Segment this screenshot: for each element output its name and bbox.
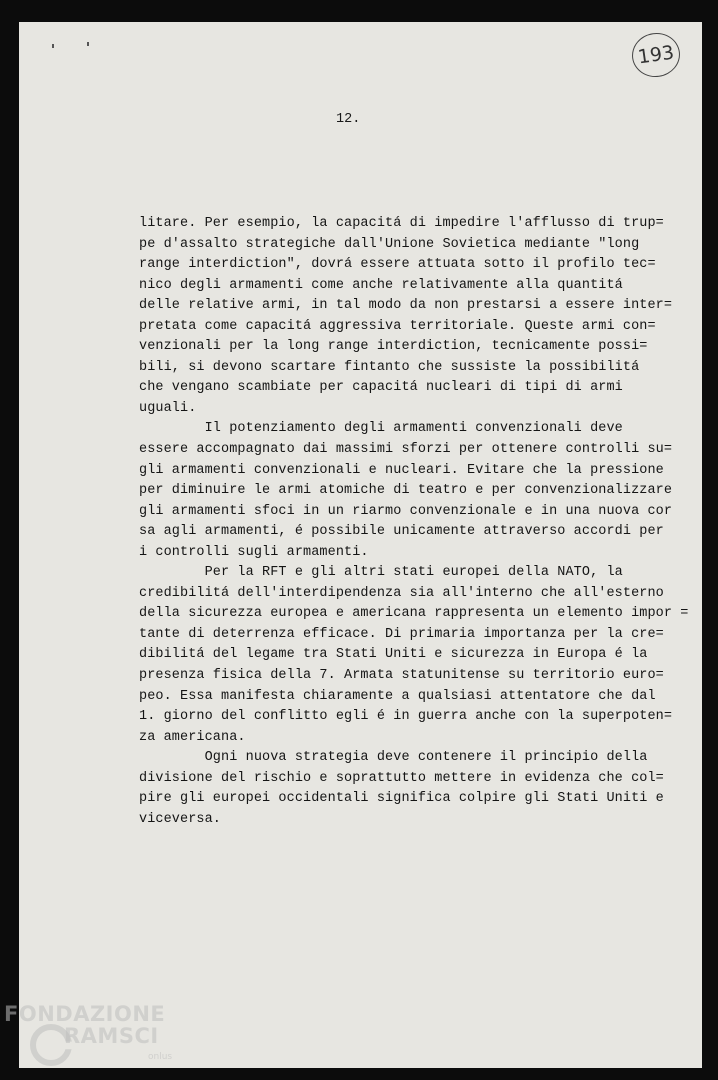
typewritten-body — [139, 214, 699, 830]
text-line: pire gli europei occidentali significa colpire gli Stati Uniti e — [139, 791, 664, 807]
text-line: nico degli armamenti come anche relativamente alla quantitá — [139, 277, 623, 293]
document-page — [19, 22, 702, 1068]
text-line: presenza fisica della 7. Armata statunitense su territorio euro= — [139, 668, 664, 684]
text-line: Per la RFT e gli altri stati europei della NATO, la — [139, 565, 623, 581]
text-line: gli armamenti convenzionali e nucleari. Evitare che la pressione — [139, 462, 664, 478]
archive-page-stamp: 193 — [629, 30, 683, 80]
text-line: bili, si devono scartare fintanto che sussiste la possibilitá — [139, 359, 640, 375]
text-line: viceversa. — [139, 811, 222, 827]
text-line: Ogni nuova strategia deve contenere il principio della — [139, 750, 648, 766]
watermark-line2: RAMSCI — [64, 1024, 159, 1048]
text-line: divisione del rischio e soprattutto mettere in evidenza che col= — [139, 770, 664, 786]
watermark-line3: onlus — [148, 1052, 173, 1062]
watermark-line1: FONDAZIONE — [4, 1002, 166, 1026]
text-line: uguali. — [139, 400, 197, 416]
text-line: pretata come capacitá aggressiva territoriale. Queste armi con= — [139, 318, 656, 334]
text-line: essere accompagnato dai massimi sforzi per ottenere controlli su= — [139, 442, 673, 458]
text-line: delle relative armi, in tal modo da non prestarsi a essere inter= — [139, 298, 673, 314]
text-line: dibilitá del legame tra Stati Uniti e sicurezza in Europa é la — [139, 647, 648, 663]
text-line: Il potenziamento degli armamenti convenzionali deve — [139, 421, 623, 437]
scan-mark — [52, 44, 54, 48]
scan-mark — [87, 42, 89, 46]
text-line: tante di deterrenza efficace. Di primaria importanza per la cre= — [139, 626, 664, 642]
text-line: della sicurezza europea e americana rappresenta un elemento impor = — [139, 606, 689, 622]
text-line: per diminuire le armi atomiche di teatro e per convenzionalizzare — [139, 483, 673, 499]
text-line: pe d'assalto strategiche dall'Unione Sovietica mediante "long — [139, 236, 640, 252]
text-line: i controlli sugli armamenti. — [139, 544, 369, 560]
text-line: 1. giorno del conflitto egli é in guerra anche con la superpoten= — [139, 709, 673, 725]
text-line: che vengano scambiate per capacitá nucleari di tipi di armi — [139, 380, 623, 396]
fondazione-gramsci-watermark — [4, 1002, 184, 1078]
page-number: 12. — [336, 112, 361, 127]
text-line: gli armamenti sfoci in un riarmo convenzionale e in una nuova cor — [139, 503, 673, 519]
text-line: sa agli armamenti, é possibile unicamente attraverso accordi per — [139, 524, 664, 540]
text-line: credibilitá dell'interdipendenza sia all'interno che all'esterno — [139, 585, 664, 601]
text-line: venzionali per la long range interdiction, tecnicamente possi= — [139, 339, 648, 355]
text-line: litare. Per esempio, la capacitá di impedire l'afflusso di trup= — [139, 216, 664, 231]
text-line: peo. Essa manifesta chiaramente a qualsiasi attentatore che dal — [139, 688, 656, 704]
text-line: range interdiction", dovrá essere attuata sotto il profilo tec= — [139, 257, 656, 273]
text-line: za americana. — [139, 729, 246, 745]
